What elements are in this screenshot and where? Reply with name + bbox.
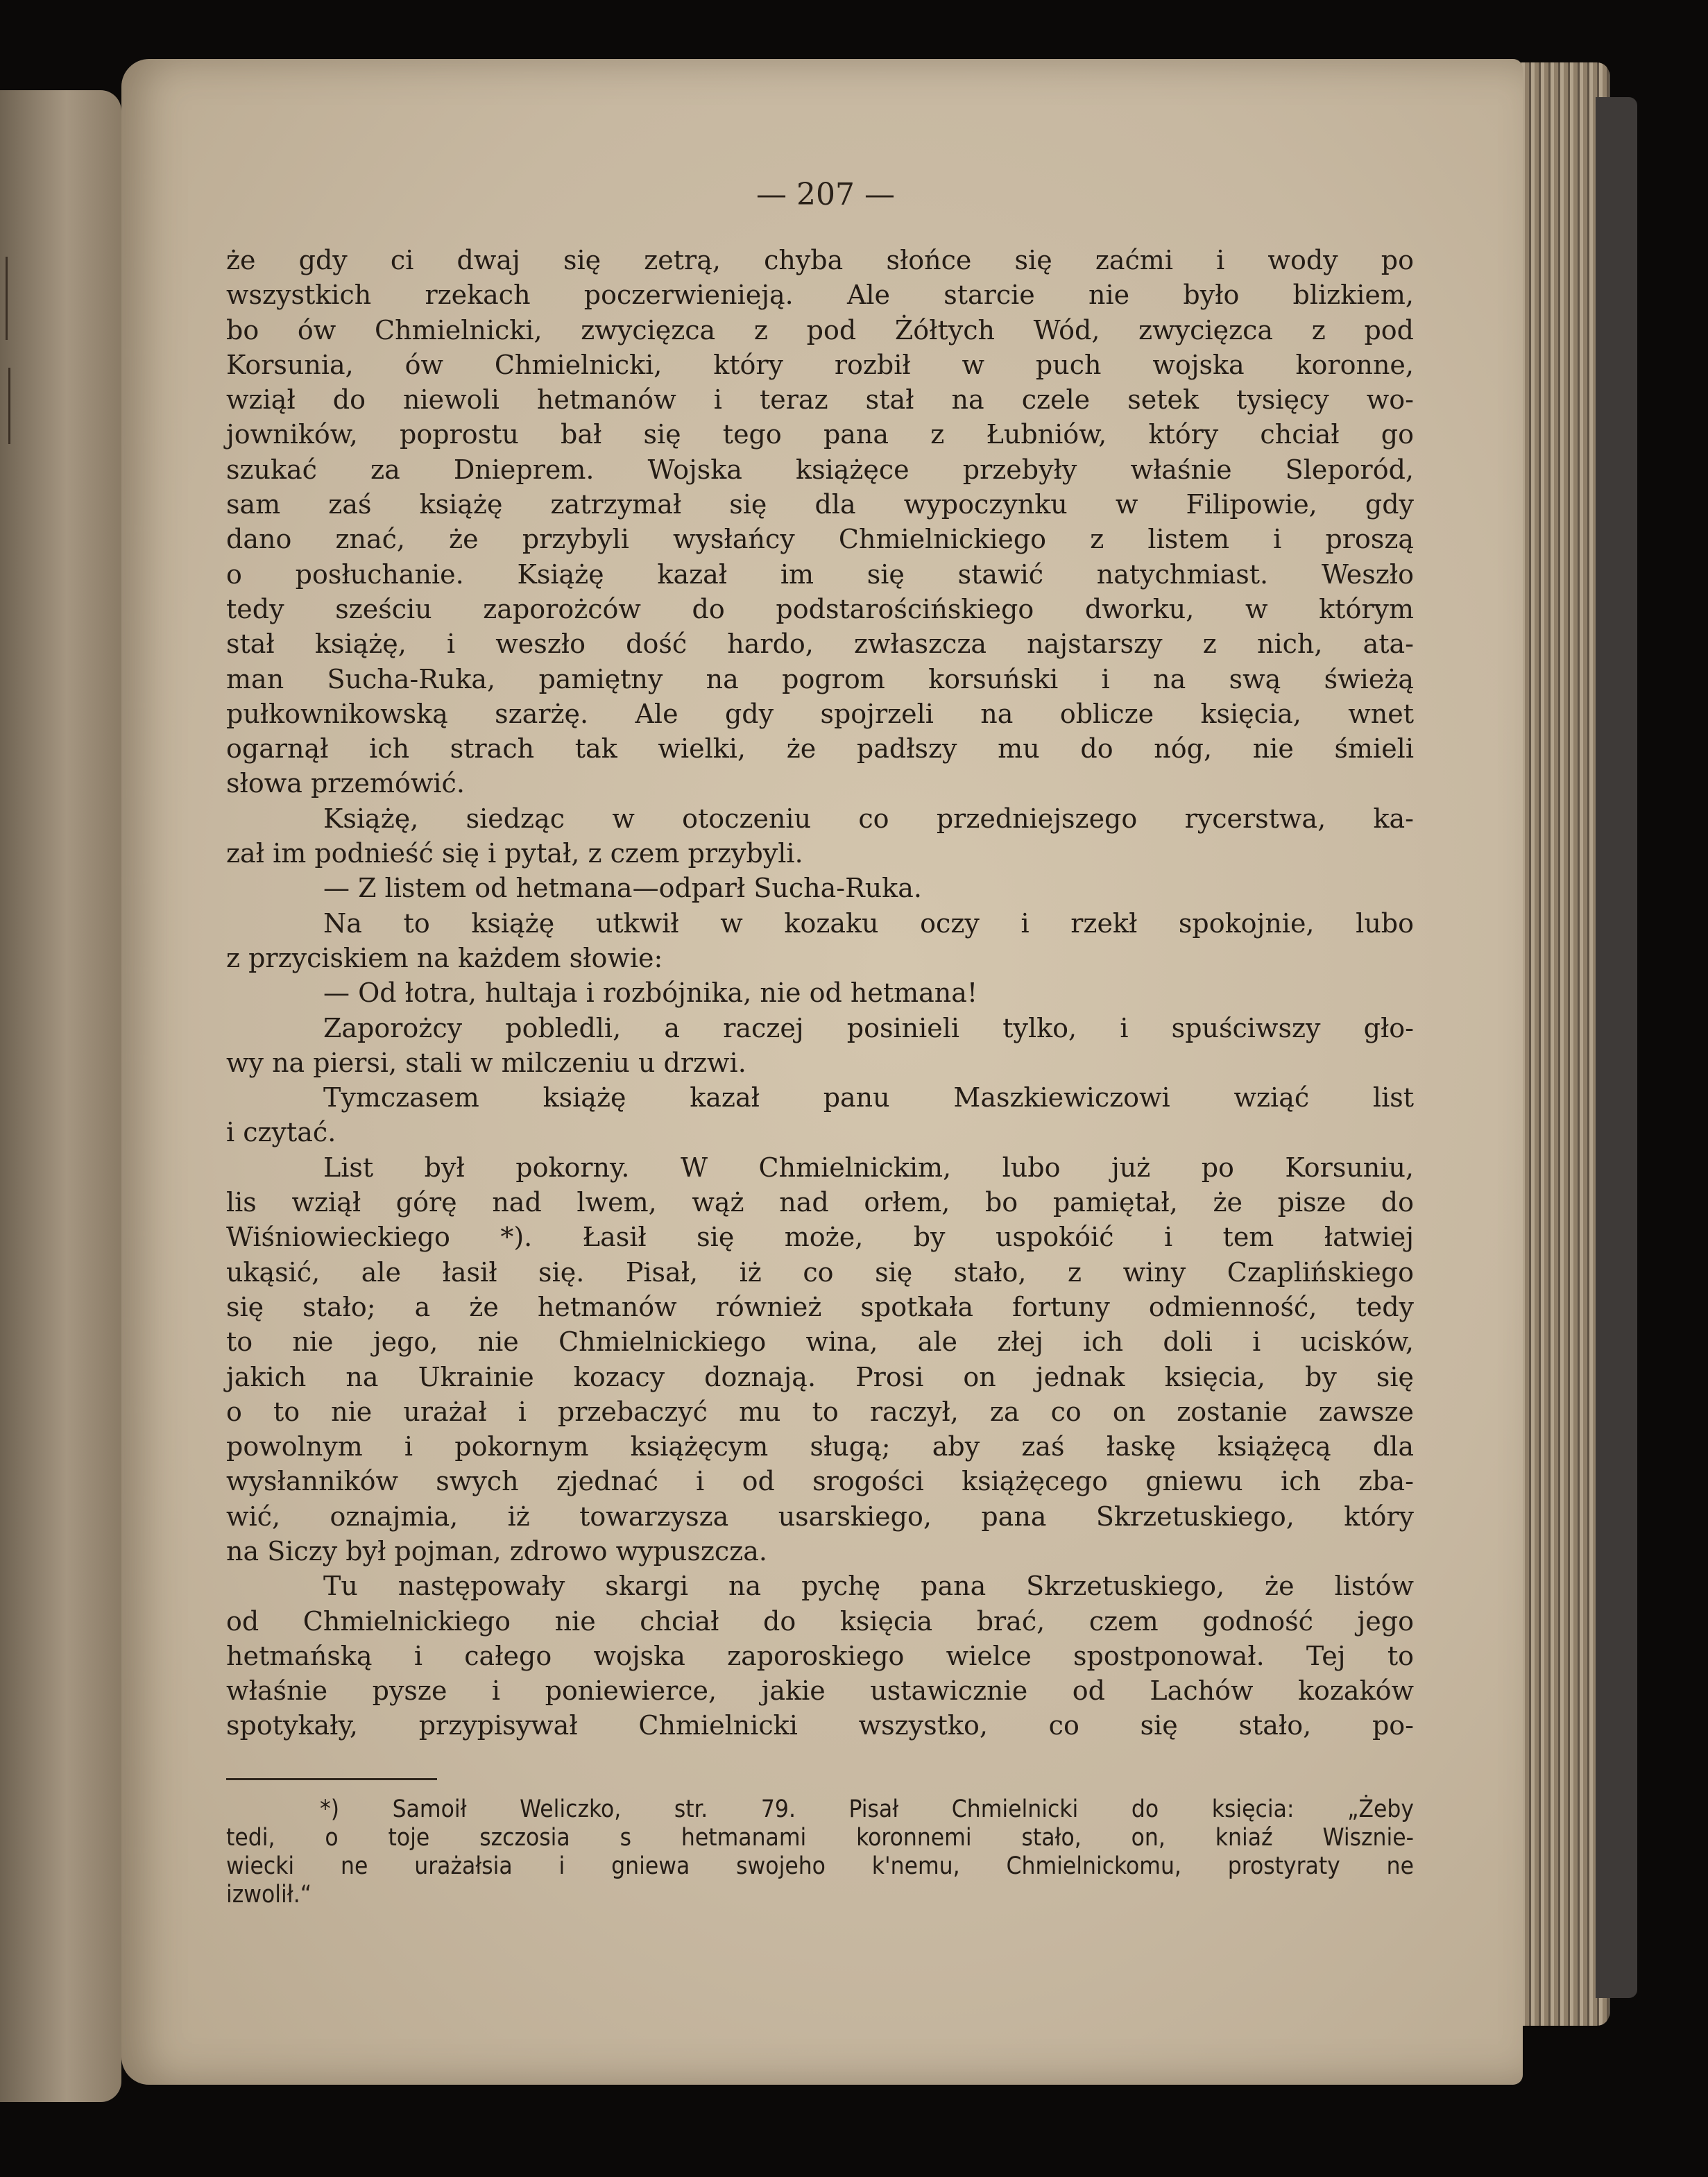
text-line: z przyciskiem na każdem słowie:	[226, 942, 663, 973]
text-line: Na to książę utkwił w kozaku oczy i rzekł spokojnie, lubo	[323, 907, 1414, 939]
text-line: ukąsić, ale łasił się. Pisał, iż co się stało, z winy Czaplińskiego	[226, 1256, 1414, 1288]
text-line: bo ów Chmielnicki, zwycięzca z pod Żółtych Wód, zwycięzca z pod	[226, 314, 1414, 345]
footnote-line: tedi, o toje szczosia s hetmanami koronnemi stało, on, kniaź Wisznie-	[226, 1824, 1414, 1852]
text-line: na Siczy był pojman, zdrowo wypuszcza.	[226, 1535, 767, 1566]
text-line: dano znać, że przybyli wysłańcy Chmielnickiego z listem i proszą	[226, 524, 1414, 555]
text-line: spotykały, przypisywał Chmielnicki wszystko, co się stało, po-	[226, 1710, 1414, 1741]
book-cover-edge	[1596, 97, 1637, 1998]
text-line: tedy sześciu zaporożców do podstarościńskiego dworku, w którym	[226, 593, 1414, 624]
text-line: — Od łotra, hultaja i rozbójnika, nie od hetmana!	[323, 977, 978, 1009]
text-line: jowników, poprostu bał się tego pana z Łubniów, który chciał go	[226, 419, 1414, 450]
text-line: od Chmielnickiego nie chciał do księcia brać, czem godność jego	[226, 1605, 1414, 1637]
text-line: sam zaś książę zatrzymał się dla wypoczynku w Filipowie, gdy	[226, 489, 1414, 520]
text-line: Wiśniowieckiego *). Łasił się może, by uspokóić i tem łatwiej	[226, 1222, 1414, 1253]
text-line: i czytać.	[226, 1117, 336, 1148]
footnote-rule	[226, 1778, 437, 1780]
footnote	[226, 1795, 1414, 1909]
text-line: się stało; a że hetmanów również spotkała fortuny odmienność, tedy	[226, 1291, 1414, 1322]
text-line: Korsunia, ów Chmielnicki, który rozbił w puch wojska koronne,	[226, 349, 1414, 380]
text-line: Zaporożcy pobledli, a raczej posinieli tylko, i spuściwszy gło-	[323, 1012, 1414, 1043]
text-line: Tymczasem książę kazał panu Maszkiewiczowi wziąć list	[323, 1082, 1414, 1113]
text-line: Tu następowały skargi na pychę pana Skrzetuskiego, że listów	[323, 1571, 1414, 1602]
text-line: o posłuchanie. Książę kazał im się stawić natychmiast. Weszło	[226, 558, 1414, 590]
text-line: wziął do niewoli hetmanów i teraz stał na czele setek tysięcy wo-	[226, 384, 1414, 416]
left-page-edge	[0, 90, 121, 2102]
text-line: pułkownikowską szarżę. Ale gdy spojrzeli na oblicze księcia, wnet	[226, 698, 1414, 729]
text-line: lis wziął górę nad lwem, wąż nad orłem, bo pamiętał, że pisze do	[226, 1187, 1414, 1218]
footnote-line: izwolił.“	[226, 1881, 312, 1909]
text-line: jakich na Ukrainie kozacy doznają. Prosi on jednak księcia, by się	[226, 1361, 1414, 1392]
text-line: wysłanników swych zjednać i od srogości książęcego gniewu ich zba-	[226, 1466, 1414, 1497]
text-line: — Z listem od hetmana—odparł Sucha-Ruka.	[323, 873, 922, 904]
text-line: List był pokorny. W Chmielnickim, lubo już po Korsuniu,	[323, 1152, 1414, 1183]
text-line: o to nie urażał i przebaczyć mu to raczył, za co on zostanie zawsze	[226, 1396, 1414, 1427]
page-number: — 207 —	[756, 177, 895, 212]
text-line: że gdy ci dwaj się zetrą, chyba słońce się zaćmi i wody po	[226, 245, 1414, 275]
text-line: zał im podnieść się i pytał, z czem przybyli.	[226, 838, 803, 869]
footnote-line: *) Samoił Weliczko, str. 79. Pisał Chmielnicki do księcia: „Żeby	[320, 1795, 1414, 1823]
text-line: właśnie pysze i poniewierce, jakie ustawicznie od Lachów kozaków	[226, 1675, 1414, 1707]
text-line: wy na piersi, stali w milczeniu u drzwi.	[226, 1047, 746, 1078]
body-text	[226, 243, 1414, 1743]
text-line: powolnym i pokornym książęcym sługą; aby zaś łaskę książęcą dla	[226, 1431, 1414, 1462]
text-line: słowa przemówić.	[226, 768, 465, 799]
text-line: wszystkich rzekach poczerwienieją. Ale starcie nie było blizkiem,	[226, 280, 1414, 311]
text-line: to nie jego, nie Chmielnickiego wina, ale złej ich doli i ucisków,	[226, 1326, 1414, 1358]
text-line: man Sucha-Ruka, pamiętny na pogrom korsuński i na swą świeżą	[226, 663, 1414, 694]
footnote-line: wiecki ne urażałsia i gniewa swojeho k'nemu, Chmielnickomu, prostyraty ne	[226, 1852, 1414, 1880]
text-line: stał książę, i weszło dość hardo, zwłaszcza najstarszy z nich, ata-	[226, 629, 1414, 660]
text-line: hetmańską i całego wojska zaporoskiego wielce spostponował. Tej to	[226, 1640, 1414, 1671]
text-line: wić, oznajmia, iż towarzysza usarskiego, pana Skrzetuskiego, który	[226, 1501, 1414, 1532]
text-line: ogarnął ich strach tak wielki, że padłszy mu do nóg, nie śmieli	[226, 733, 1414, 765]
text-line: Książę, siedząc w otoczeniu co przedniejszego rycerstwa, ka-	[323, 803, 1414, 834]
text-line: szukać za Dnieprem. Wojska książęce przebyły właśnie Sleporód,	[226, 454, 1414, 485]
